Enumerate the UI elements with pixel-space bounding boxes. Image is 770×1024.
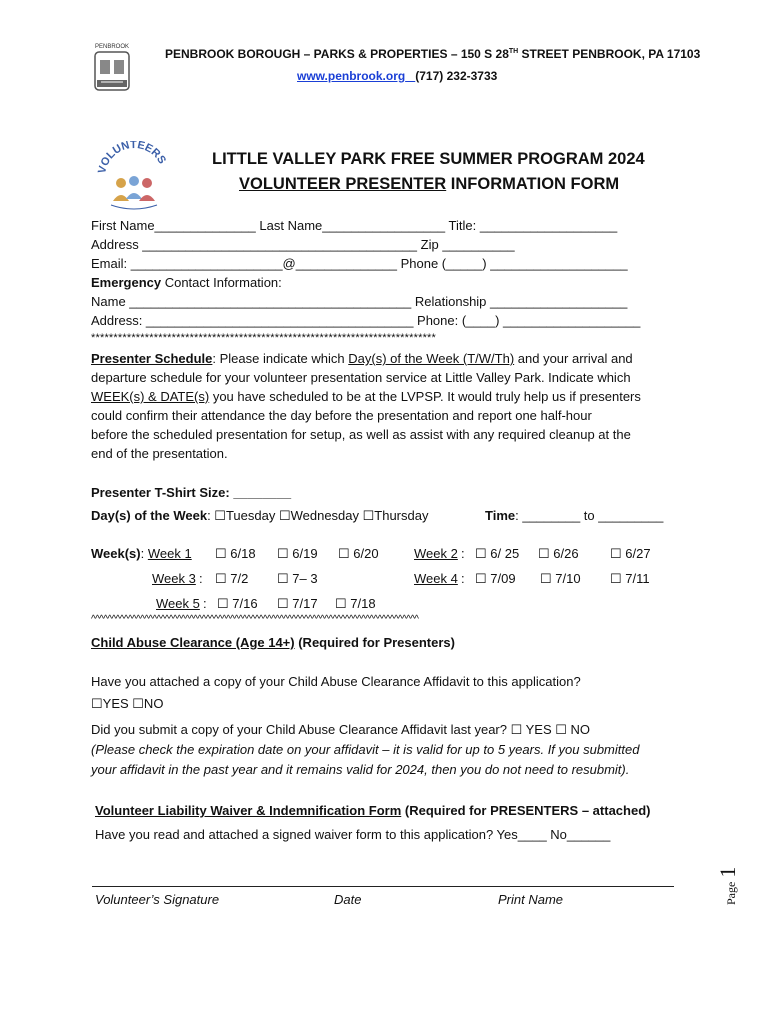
week3-colon: : (199, 571, 203, 586)
week4-7-10-checkbox[interactable]: ☐ 7/10 (540, 571, 581, 586)
page-number-value: 1 (715, 866, 740, 878)
weeks-label: Week(s): Week 1 (91, 546, 192, 561)
org-address-line: PENBROOK BOROUGH – PARKS & PROPERTIES – 150 S 28TH STREET PENBROOK, PA 17103 (165, 47, 701, 61)
waiver-heading: Volunteer Liability Waiver & Indemnification Form (Required for PRESENTERS – attached) (95, 803, 651, 818)
week5-7-16-checkbox[interactable]: ☐ 7/16 (217, 596, 258, 611)
schedule-line4: could confirm their attendance the day before the presentation and report one half-hour (91, 408, 592, 423)
signature-line[interactable] (92, 886, 674, 887)
penbrook-seal-icon (87, 40, 137, 100)
website-link[interactable]: www.penbrook.org (297, 69, 406, 83)
days-of-week-row[interactable]: Day(s) of the Week: ☐Tuesday ☐Wednesday ☐Thursday (91, 508, 429, 523)
form-title-line1: LITTLE VALLEY PARK FREE SUMMER PROGRAM 2024 (212, 150, 645, 168)
schedule-line6: end of the presentation. (91, 446, 228, 461)
week2-6-26-checkbox[interactable]: ☐ 6/26 (538, 546, 579, 561)
email-phone-row[interactable]: Email: _____________________@______________ Phone (_____) ___________________ (91, 256, 628, 271)
page-number (715, 867, 741, 905)
week5-7-17-checkbox[interactable]: ☐ 7/17 (277, 596, 318, 611)
week5-colon: : (203, 596, 207, 611)
week3-7-2-checkbox[interactable]: ☐ 7/2 (215, 571, 249, 586)
name-title-row[interactable]: First Name______________ Last Name_________________ Title: ___________________ (91, 218, 618, 233)
signature-label: Volunteer’s Signature (95, 892, 220, 907)
week2-6-27-checkbox[interactable]: ☐ 6/27 (610, 546, 651, 561)
emergency-contact-heading: Emergency Contact Information: (91, 275, 282, 290)
clearance-note-line1: (Please check the expiration date on your affidavit – it is valid for up to 5 years. If you submitted (91, 742, 640, 757)
form-title-line2: VOLUNTEER PRESENTER INFORMATION FORM (239, 175, 620, 193)
week2-6-25-checkbox[interactable]: ☐ 6/ 25 (475, 546, 520, 561)
week3-label: Week 3 (152, 571, 196, 586)
week4-colon: : (461, 571, 465, 586)
week3-7-3-checkbox[interactable]: ☐ 7– 3 (277, 571, 318, 586)
clearance-heading: Child Abuse Clearance (Age 14+) (Required for Presenters) (91, 635, 455, 650)
schedule-line5: before the scheduled presentation for setup, as well as assist with any required cleanup at the (91, 427, 631, 442)
week2-label: Week 2 (414, 546, 458, 561)
week5-label: Week 5 (156, 596, 200, 611)
star-divider: ***************************************************************************** (91, 332, 437, 344)
week1-6-19-checkbox[interactable]: ☐ 6/19 (277, 546, 318, 561)
clearance-question1: Have you attached a copy of your Child Abuse Clearance Affidavit to this application? (91, 674, 581, 689)
schedule-line2: departure schedule for your volunteer presentation service at Little Valley Park. Indicate which (91, 370, 631, 385)
tshirt-size-field[interactable]: Presenter T-Shirt Size: ________ (91, 485, 292, 500)
time-field[interactable]: Time: ________ to _________ (485, 508, 664, 523)
caret-divider: ^^^^^^^^^^^^^^^^^^^^^^^^^^^^^^^^^^^^^^^^^^^^^^^^^^^^^^^^^^^^^^^^^^^^^^^^^^^^^^^^ (91, 614, 419, 625)
address-zip-row[interactable]: Address ______________________________________ Zip __________ (91, 237, 515, 252)
emergency-name-row[interactable]: Name _______________________________________ Relationship ___________________ (91, 294, 628, 309)
emergency-address-row[interactable]: Address: _____________________________________ Phone: (____) ___________________ (91, 313, 641, 328)
week1-6-18-checkbox[interactable]: ☐ 6/18 (215, 546, 256, 561)
week2-colon: : (461, 546, 465, 561)
org-contact-line (297, 69, 497, 83)
waiver-question[interactable]: Have you read and attached a signed waiver form to this application? Yes____ No______ (95, 827, 611, 842)
schedule-line3: WEEK(s) & DATE(s) you have scheduled to be at the LVPSP. It would truly help us if presenters (91, 389, 641, 404)
week4-7-11-checkbox[interactable]: ☐ 7/11 (610, 571, 650, 586)
seal-text: PENBROOK (94, 44, 130, 50)
logo-text: VOLUNTEERS (97, 141, 169, 175)
date-label: Date (334, 892, 362, 907)
print-name-label: Print Name (498, 892, 564, 907)
clearance-note-line2: your affidavit in the past year and it remains valid for 2024, then you do not need to resubmit). (91, 762, 630, 777)
week4-label: Week 4 (414, 571, 458, 586)
page-label: Page (724, 881, 738, 905)
week5-7-18-checkbox[interactable]: ☐ 7/18 (335, 596, 376, 611)
volunteers-logo-icon (97, 141, 171, 211)
svg-text:VOLUNTEERS (97, 141, 168, 175)
org-phone: (717) 232-3733 (415, 69, 498, 83)
week1-6-20-checkbox[interactable]: ☐ 6/20 (338, 546, 379, 561)
clearance-question2[interactable]: Did you submit a copy of your Child Abuse Clearance Affidavit last year? ☐ YES ☐ NO (91, 722, 591, 737)
schedule-line1: Presenter Schedule: Please indicate which Day(s) of the Week (T/W/Th) and your arrival and (91, 351, 633, 366)
clearance-q1-yes-no[interactable]: ☐YES ☐NO (91, 696, 164, 711)
week4-7-09-checkbox[interactable]: ☐ 7/09 (475, 571, 516, 586)
